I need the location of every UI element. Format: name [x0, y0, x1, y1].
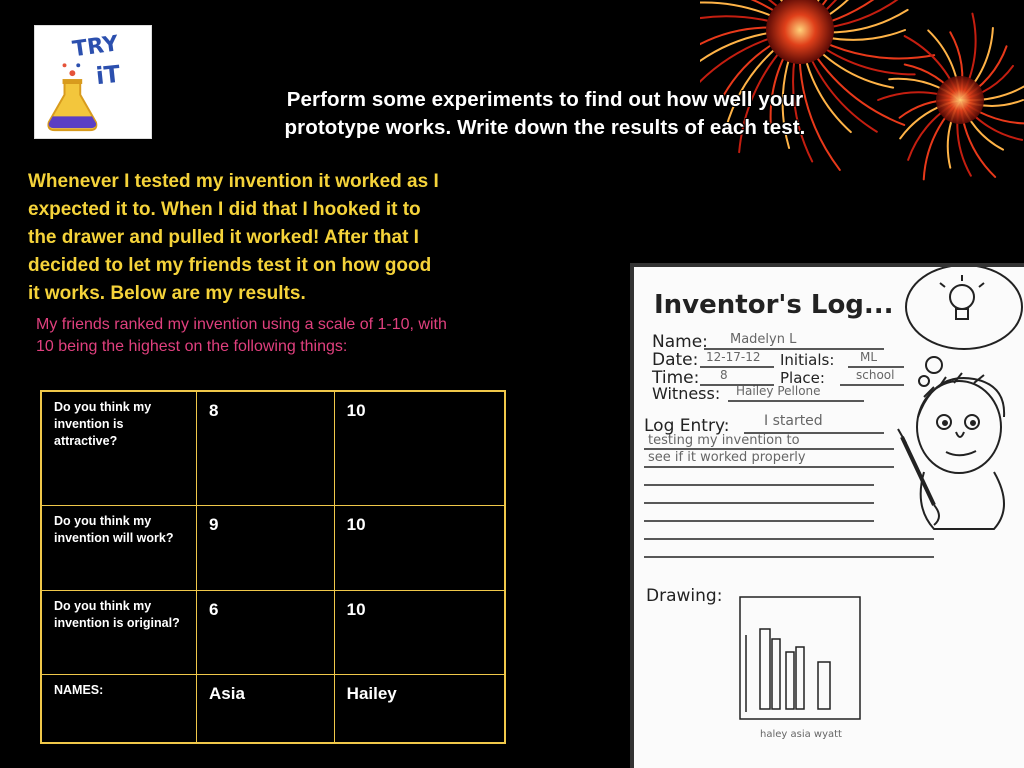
score-cell-asia: 6: [197, 590, 335, 675]
log-time-value: 8: [720, 368, 728, 382]
results-paragraph: [28, 168, 618, 308]
table-row: [41, 675, 505, 743]
inventors-log-image: [630, 263, 1024, 768]
log-place-value: school: [856, 368, 895, 382]
log-name-label: Name:: [652, 332, 708, 352]
paragraph-line: it works. Below are my results.: [28, 283, 306, 304]
try-it-logo: [34, 25, 152, 139]
drawing-sketch: [740, 597, 860, 719]
note-line: 10 being the highest on the following things:: [36, 338, 348, 355]
score-cell-asia: 8: [197, 391, 335, 506]
score-cell-hailey: 10: [334, 506, 505, 591]
paragraph-line: the drawer and pulled it worked! After that I: [28, 227, 419, 248]
score-cell-hailey: 10: [334, 590, 505, 675]
paragraph-line: decided to let my friends test it on how good: [28, 255, 432, 276]
log-entry-line-1: I started: [764, 413, 823, 429]
log-entry-line-2: testing my invention to: [648, 433, 800, 448]
log-place-label: Place:: [780, 369, 825, 387]
ranking-note: [36, 314, 576, 358]
log-date-label: Date:: [652, 350, 699, 370]
table-row: [41, 506, 505, 591]
title-line-2: prototype works. Write down the results of each test.: [284, 116, 806, 139]
log-time-label: Time:: [652, 368, 700, 388]
logo-it-text: iT: [94, 59, 122, 91]
log-date-value: 12-17-12: [706, 350, 761, 364]
title-line-1: Perform some experiments to find out how well your: [286, 88, 804, 111]
score-cell-asia: 9: [197, 506, 335, 591]
log-heading: Inventor's Log...: [654, 290, 894, 320]
log-entry-label: Log Entry:: [644, 416, 730, 436]
names-label-cell: NAMES:: [41, 675, 197, 743]
question-cell: Do you think my invention is original?: [41, 590, 197, 675]
note-line: My friends ranked my invention using a scale of 1-10, with: [36, 316, 447, 333]
log-witness-value: Hailey Pellone: [736, 384, 821, 398]
paragraph-line: expected it to. When I did that I hooked it to: [28, 199, 421, 220]
results-table: [40, 390, 506, 744]
paragraph-line: Whenever I tested my invention it worked as I: [28, 171, 439, 192]
table-row: [41, 391, 505, 506]
log-drawing-label: Drawing:: [646, 586, 723, 606]
slide-title: [150, 86, 940, 142]
inventor-kid-illustration: [898, 373, 1004, 529]
question-cell: Do you think my invention will work?: [41, 506, 197, 591]
log-witness-label: Witness:: [652, 384, 721, 403]
log-initials-value: ML: [860, 350, 878, 364]
score-cell-hailey: 10: [334, 391, 505, 506]
table-row: [41, 590, 505, 675]
drawing-caption: haley asia wyatt: [760, 729, 842, 740]
question-cell: Do you think my invention is attractive?: [41, 391, 197, 506]
logo-try-text: TRY: [71, 31, 120, 63]
name-cell-hailey: Hailey: [334, 675, 505, 743]
log-initials-label: Initials:: [780, 351, 835, 369]
name-cell-asia: Asia: [197, 675, 335, 743]
log-name-value: Madelyn L: [730, 332, 797, 347]
lightbulb-icon: [906, 267, 1022, 386]
log-entry-line-3: see if it worked properly: [648, 450, 806, 465]
